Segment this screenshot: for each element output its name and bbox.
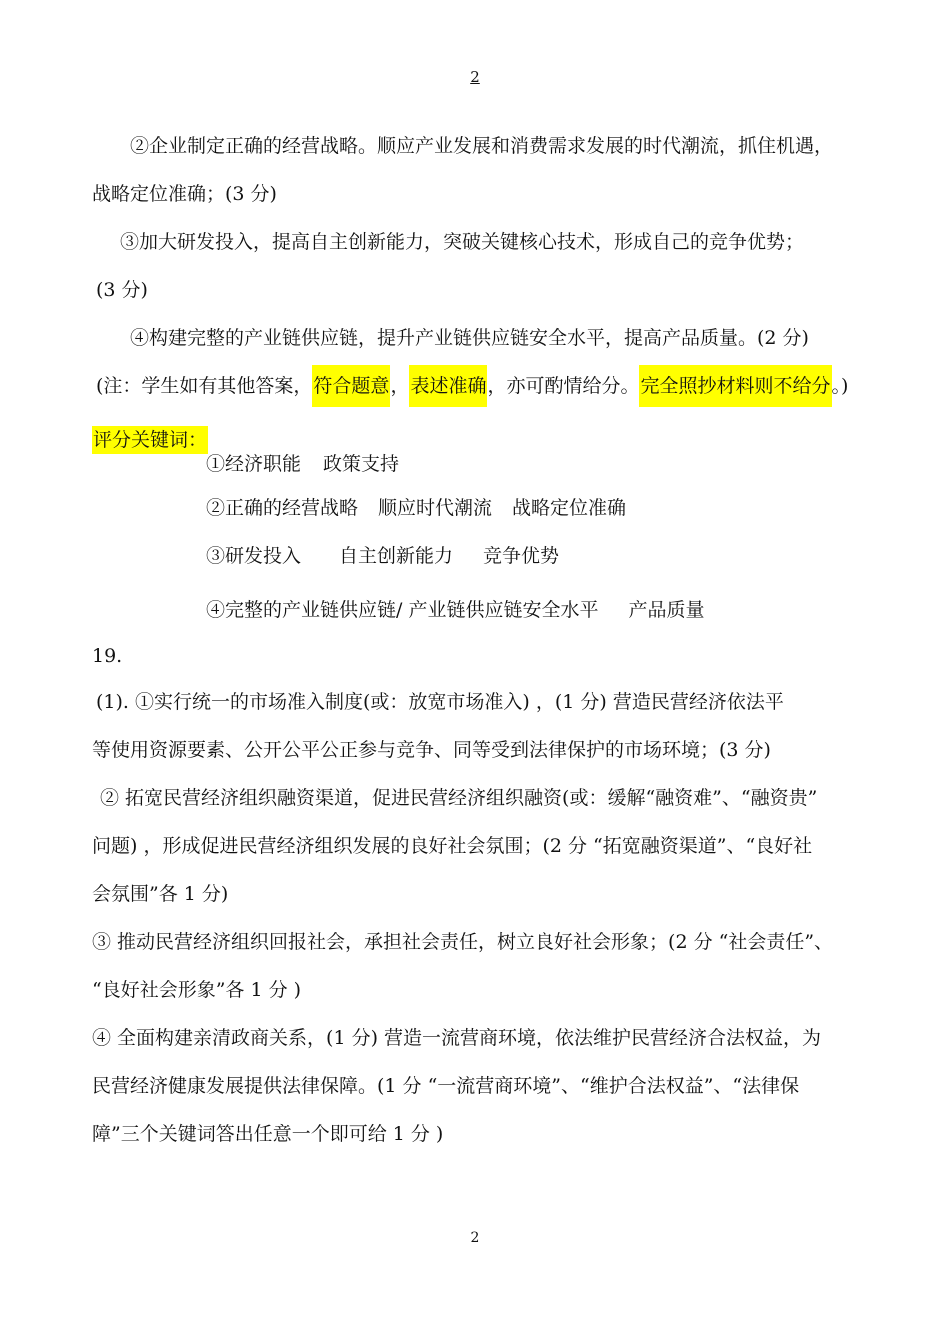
q19-line-7: “良好社会形象”各 1 分 ) bbox=[92, 979, 302, 1001]
q19-line-3: ② 拓宽民营经济组织融资渠道，促进民营经济组织融资(或：缓解“融资难”、“融资贵” bbox=[100, 787, 818, 809]
keyword-3b: 自主创新能力 bbox=[339, 545, 454, 567]
keyword-3c: 竞争优势 bbox=[483, 545, 560, 567]
keyword-row-4 bbox=[206, 598, 704, 622]
keyword-4a: ④完整的产业链供应链/ 产业链供应链安全水平 bbox=[206, 599, 599, 621]
answer-line-3b: (3 分) bbox=[96, 279, 148, 301]
answer-line-3a: ③加大研发投入，提高自主创新能力，突破关键核心技术，形成自己的竞争优势； bbox=[120, 231, 805, 253]
question-number: 19. bbox=[92, 645, 123, 667]
answer-line-2b: 战略定位准确；(3 分) bbox=[92, 183, 277, 205]
grading-note bbox=[96, 374, 848, 398]
keyword-2a: ②正确的经营战略 bbox=[206, 497, 359, 519]
keywords-title-row bbox=[92, 428, 208, 452]
keyword-row-1 bbox=[206, 452, 399, 476]
note-highlight-2: 表述准确 bbox=[409, 365, 487, 407]
q19-line-5: 会氛围”各 1 分) bbox=[92, 883, 229, 905]
keyword-row-3 bbox=[206, 544, 559, 568]
page-number-top: 2 bbox=[470, 68, 480, 86]
keyword-1a: ①经济职能 bbox=[206, 453, 302, 475]
note-mid-1: ， bbox=[390, 375, 410, 397]
note-highlight-3: 完全照抄材料则不给分 bbox=[639, 365, 831, 407]
q19-line-4: 问题) ，形成促进民营经济组织发展的良好社会氛围；(2 分 “拓宽融资渠道”、“良好社 bbox=[92, 835, 813, 857]
q19-line-2: 等使用资源要素、公开公平公正参与竞争、同等受到法律保护的市场环境；(3 分) bbox=[92, 739, 771, 761]
note-highlight-1: 符合题意 bbox=[312, 365, 390, 407]
note-suffix: 。) bbox=[831, 375, 849, 397]
keyword-row-2 bbox=[206, 496, 626, 520]
keyword-1b: 政策支持 bbox=[323, 453, 400, 475]
answer-line-4: ④构建完整的产业链供应链，提升产业链供应链安全水平，提高产品质量。(2 分) bbox=[130, 327, 809, 349]
keywords-title: 评分关键词： bbox=[92, 426, 208, 454]
page-number-bottom: 2 bbox=[470, 1230, 480, 1246]
answer-line-2a: ②企业制定正确的经营战略。顺应产业发展和消费需求发展的时代潮流，抓住机遇， bbox=[130, 135, 834, 157]
keyword-3a: ③研发投入 bbox=[206, 545, 302, 567]
keyword-4b: 产品质量 bbox=[628, 599, 705, 621]
q19-line-6: ③ 推动民营经济组织回报社会，承担社会责任，树立良好社会形象；(2 分 “社会责任”、 bbox=[92, 931, 834, 953]
q19-line-9: 民营经济健康发展提供法律保障。(1 分 “一流营商环境”、“维护合法权益”、“法律保 bbox=[92, 1075, 800, 1097]
q19-line-10: 障”三个关键词答出任意一个即可给 1 分 ) bbox=[92, 1123, 444, 1145]
keyword-2c: 战略定位准确 bbox=[512, 497, 627, 519]
note-prefix: (注：学生如有其他答案， bbox=[96, 375, 313, 397]
keyword-2b: 顺应时代潮流 bbox=[378, 497, 493, 519]
q19-line-1: (1). ①实行统一的市场准入制度(或：放宽市场准入) ，(1 分) 营造民营经济依法平 bbox=[96, 691, 784, 713]
q19-line-8: ④ 全面构建亲清政商关系，(1 分) 营造一流营商环境，依法维护民营经济合法权益，为 bbox=[92, 1027, 822, 1049]
note-mid-2: ，亦可酌情给分。 bbox=[487, 375, 640, 397]
